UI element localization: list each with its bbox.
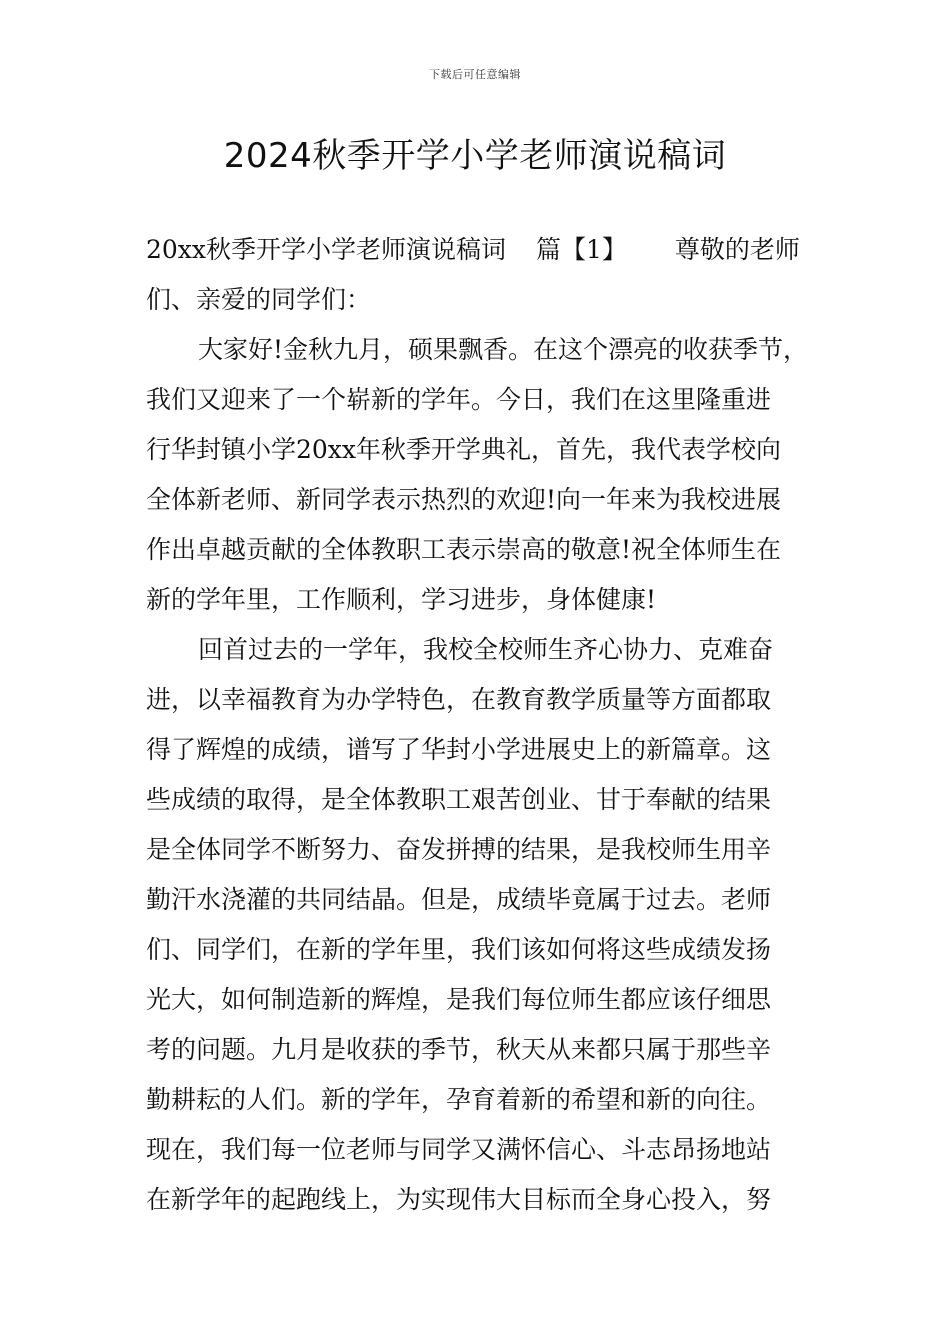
paragraph-line: 勤耕耘的人们。新的学年，孕育着新的希望和新的向往。 [146,1085,772,1114]
subheading-line [146,230,814,280]
paragraph-line: 在新学年的起跑线上，为实现伟大目标而全身心投入，努 [146,1185,772,1214]
paragraph-line: 光大，如何制造新的辉煌，是我们每位师生都应该仔细思 [146,985,772,1014]
subheading-name: 20xx秋季开学小学老师演说稿词 [146,235,507,264]
paragraph-line: 进，以幸福教育为办学特色，在教育教学质量等方面都取 [146,685,772,714]
paragraph-line: 些成绩的取得，是全体教职工艰苦创业、甘于奉献的结果 [146,785,772,814]
header-note: 下载后可任意编辑 [429,68,521,81]
subheading-part: 篇【1】 [536,235,627,264]
paragraph-line: 考的问题。九月是收获的季节，秋天从来都只属于那些辛 [146,1035,772,1064]
paragraph-line: 是全体同学不断努力、奋发拼搏的结果，是我校师生用辛 [146,835,772,864]
paragraph-line: 大家好!金秋九月，硕果飘香。在这个漂亮的收获季节， [198,335,809,364]
paragraph-line: 我们又迎来了一个崭新的学年。今日，我们在这里隆重进 [146,385,772,414]
paragraph-line: 回首过去的一学年，我校全校师生齐心协力、克难奋 [198,635,774,664]
document-title: 2024秋季开学小学老师演说稿词 [223,136,727,176]
document-body [146,230,814,1230]
paragraph-line: 作出卓越贡献的全体教职工表示崇高的敬意!祝全体师生在 [146,535,782,564]
paragraph-line: 勤汗水浇灌的共同结晶。但是，成绩毕竟属于过去。老师 [146,885,772,914]
paragraph-line: 新的学年里，工作顺利，学习进步，身体健康! [146,585,657,614]
paragraph-line: 现在，我们每一位老师与同学又满怀信心、斗志昂扬地站 [146,1135,772,1164]
paragraph-line: 们、亲爱的同学们： [146,285,372,314]
paragraph-line: 得了辉煌的成绩，谱写了华封小学进展史上的新篇章。这 [146,735,772,764]
paragraph-line: 行华封镇小学20xx年秋季开学典礼，首先，我代表学校向 [146,435,782,464]
greeting-start: 尊敬的老师 [674,235,800,264]
paragraph-line: 们、同学们，在新的学年里，我们该如何将这些成绩发扬 [146,935,772,964]
paragraph-line: 全体新老师、新同学表示热烈的欢迎!向一年来为我校进展 [146,485,782,514]
